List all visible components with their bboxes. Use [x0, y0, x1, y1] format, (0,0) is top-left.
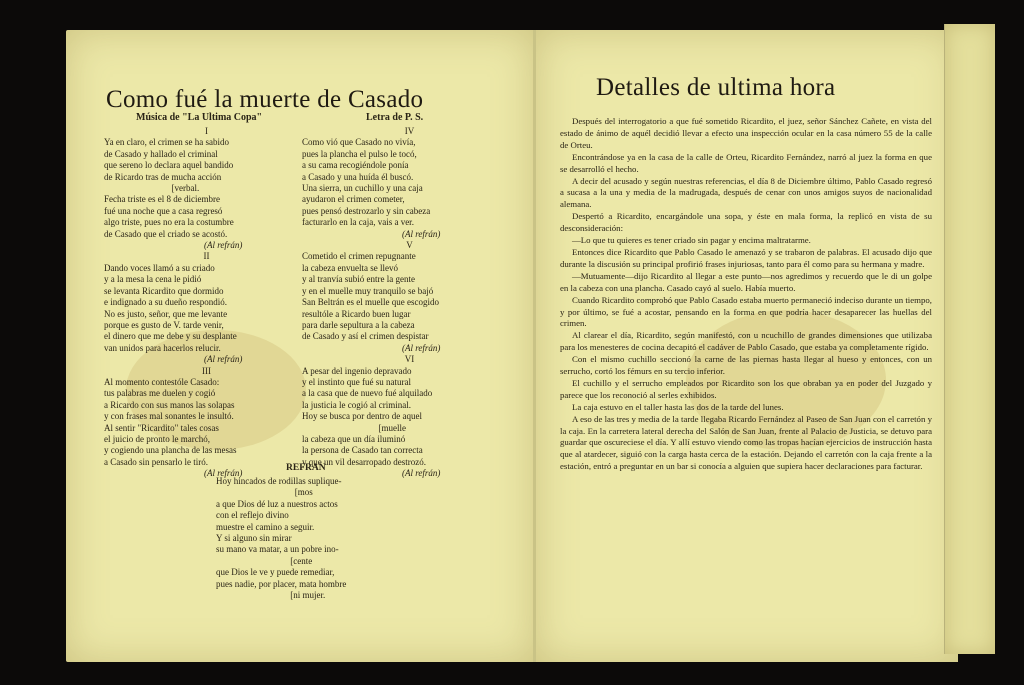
article-body: [560, 116, 932, 473]
refrain-text: Hoy hincados de rodillas suplique- [mos a que Dios dé luz a nuestros actos con el reflejo divino muestre el camino a seguir. Y si alguno sin mirar su mano va matar, a un pobre ino- [cente que Dios le ve y puede remediar, pues nadie, por placer, mata hombre [ni mujer.: [216, 476, 347, 601]
article-paragraph: Entonces dice Ricardito que Pablo Casado le amenazó y se trabaron de palabras. El acusado dijo que durante la discusión su principal profirió frases injuriosas, tanto para él como para su hermana y madre.: [560, 246, 932, 269]
article-paragraph: Con el mismo cuchillo seccionó la carne de las piernas hasta llegar al hueso y entonces, con un serrucho, cortó los fémurs en su tercio inferior.: [560, 354, 932, 377]
article-paragraph: Cuando Ricardito comprobó que Pablo Casado estaba muerto permaneció indeciso durante un tiempo, y por último, se fué a acostar, pensando en la forma en que podría hacer desaparecer las huellas del crimen.: [560, 294, 932, 329]
refrain-cue: (Al refrán): [402, 342, 441, 353]
refrain-cue: (Al refrán): [402, 228, 441, 239]
left-page-title: Como fué la muerte de Casado: [106, 86, 424, 113]
verse-column-2: [302, 126, 517, 480]
verse-number: V: [406, 240, 413, 251]
article-paragraph: A decir del acusado y según nuestras referencias, el día 8 de Diciembre último, Pablo Casado regresó a sucasa a la una y media de la madrugada, después de cenar con unos amigos suyos de nacionalidad alemana.: [560, 175, 932, 210]
verse-number: II: [203, 251, 210, 262]
right-page: [536, 30, 958, 662]
verse-number: III: [202, 365, 211, 376]
verse-text: Como vió que Casado no vivía, pues la plancha el pulso le tocó, a su cama recogiéndole ponía a Casado y una huída él buscó. Una sierra, un cuchillo y una caja ayudaron el crimen cometer, pues pensó destrozarlo y sin cabeza facturarlo en la caja, vais a ver.: [302, 137, 431, 228]
article-paragraph: A eso de las tres y media de la tarde llegaba Ricardo Fernández al Paseo de San Juan con el carretón y la caja. En la carretera lateral derecha del Salón de San Juan, frente al Palacio de Justicia, se detuvo para guardar que oscureciese el día. Y allí estuvo viendo como las tropas hacían ejercicios de instrucción hasta que al atardecer, siguió con la carga hasta cerca de la estación. Dejando el carretón con la caja frente a la estación, entró a preguntar en un bar si conocía a alguien que supiera hacer declaraciones para facturar.: [560, 413, 932, 472]
refrain-cue: (Al refrán): [204, 468, 243, 479]
article-paragraph: La caja estuvo en el taller hasta las dos de la tarde del lunes.: [572, 401, 784, 412]
verse-number: IV: [404, 126, 415, 136]
verse-text: Cometido el crimen repugnante la cabeza envuelta se llevó y al tranvía subió entre la gente y en el muelle muy tranquilo se bajó San Beltrán es el muelle que escogido resultóle a Ricardo buen lugar para darle sepultura a la cabeza de Casado y así el crimen despistar: [302, 251, 439, 342]
verse-text: Al momento contestóle Casado: tus palabras me duelen y cogió a Ricardo con sus manos las solapas y con frases mal sonantes le insultó. Al sentir "Ricardito" tales cosas el juicio de pronto le marchó, y cogiendo una plancha de las mesas a Casado sin pensarlo le tiró.: [104, 376, 237, 467]
verse-number: I: [205, 126, 208, 136]
refrain-cue: (Al refrán): [402, 468, 441, 479]
article-paragraph: Encontrándose ya en la casa de la calle de Orteu, Ricardito Fernández, narró al juez la forma en que se desarrolló el hecho.: [560, 151, 932, 174]
article-paragraph: El cuchillo y el serrucho empleados por Ricardito son los que obraban ya en poder del Juzgado y parece que los reconoció al serles exhibidos.: [560, 377, 932, 400]
refrain-heading: REFRAN: [286, 463, 326, 473]
lyrics-credit: Letra de P. S.: [366, 112, 424, 123]
article-paragraph: Despertó a Ricardito, encargándole una sopa, y éste en mala forma, la replicó en vista de su desconsideración:: [560, 211, 932, 234]
article-paragraph: Al clarear el día, Ricardito, según manifestó, con u ncuchillo de grandes dimensiones que utilizaba para los menesteres de cocina decapitó el cadáver de Pablo Casado, que estaba ya completamente rígido.: [560, 330, 932, 353]
left-page: [66, 30, 534, 662]
article-paragraph: Después del interrogatorio a que fué sometido Ricardito, el juez, señor Sánchez Cañete, en vista del estado de ánimo de aquél decidió llevar a efecto una inspección ocular en la casa número 55 de la calle de Orteu.: [560, 116, 932, 150]
music-credit: Música de "La Ultima Copa": [136, 112, 263, 123]
article-paragraph: —Mutuamente—dijo Ricardito al llegar a este punto—nos agredimos y recuerdo que le di un golpe en la cabeza con una plancha. Casado cayó al suelo. Había muerto.: [560, 270, 932, 293]
verse-number: VI: [404, 354, 415, 365]
refrain-cue: (Al refrán): [204, 240, 243, 251]
paper-edge-flap: [944, 24, 995, 654]
refrain-cue: (Al refrán): [204, 354, 243, 365]
verse-column-1: [104, 126, 309, 480]
verse-text: Ya en claro, el crimen se ha sabido de Casado y hallado el criminal que sereno lo declara aquel bandido de Ricardo tras de mucha acción [verbal. Fecha triste es el 8 de diciembre fué una noche que a casa regresó algo triste, pues no era la costumbre de Casado que el criado se acostó.: [104, 137, 234, 239]
verse-text: Dando voces llamó a su criado y a la mesa la cena le pidió se levanta Ricardito que dormido e indignado a su dueño respondió. No es justo, señor, que me levante porque es gusto de V. tarde venir, el dinero que me debe y su desplante van unidos para hacerlos relucir.: [104, 262, 237, 353]
article-paragraph: —Lo que tu quieres es tener criado sin pagar y encima maltratarme.: [572, 235, 811, 246]
verse-text: A pesar del ingenio depravado y el instinto que fué su natural a la casa que de nuevo fué alquilado la justicia le cogió al criminal. Hoy se busca por dentro de aquel [muelle la cabeza que un día iluminó la persona de Casado tan correcta y que un vil desarropado destrozó.: [302, 365, 433, 467]
right-page-title: Detalles de ultima hora: [596, 74, 836, 101]
